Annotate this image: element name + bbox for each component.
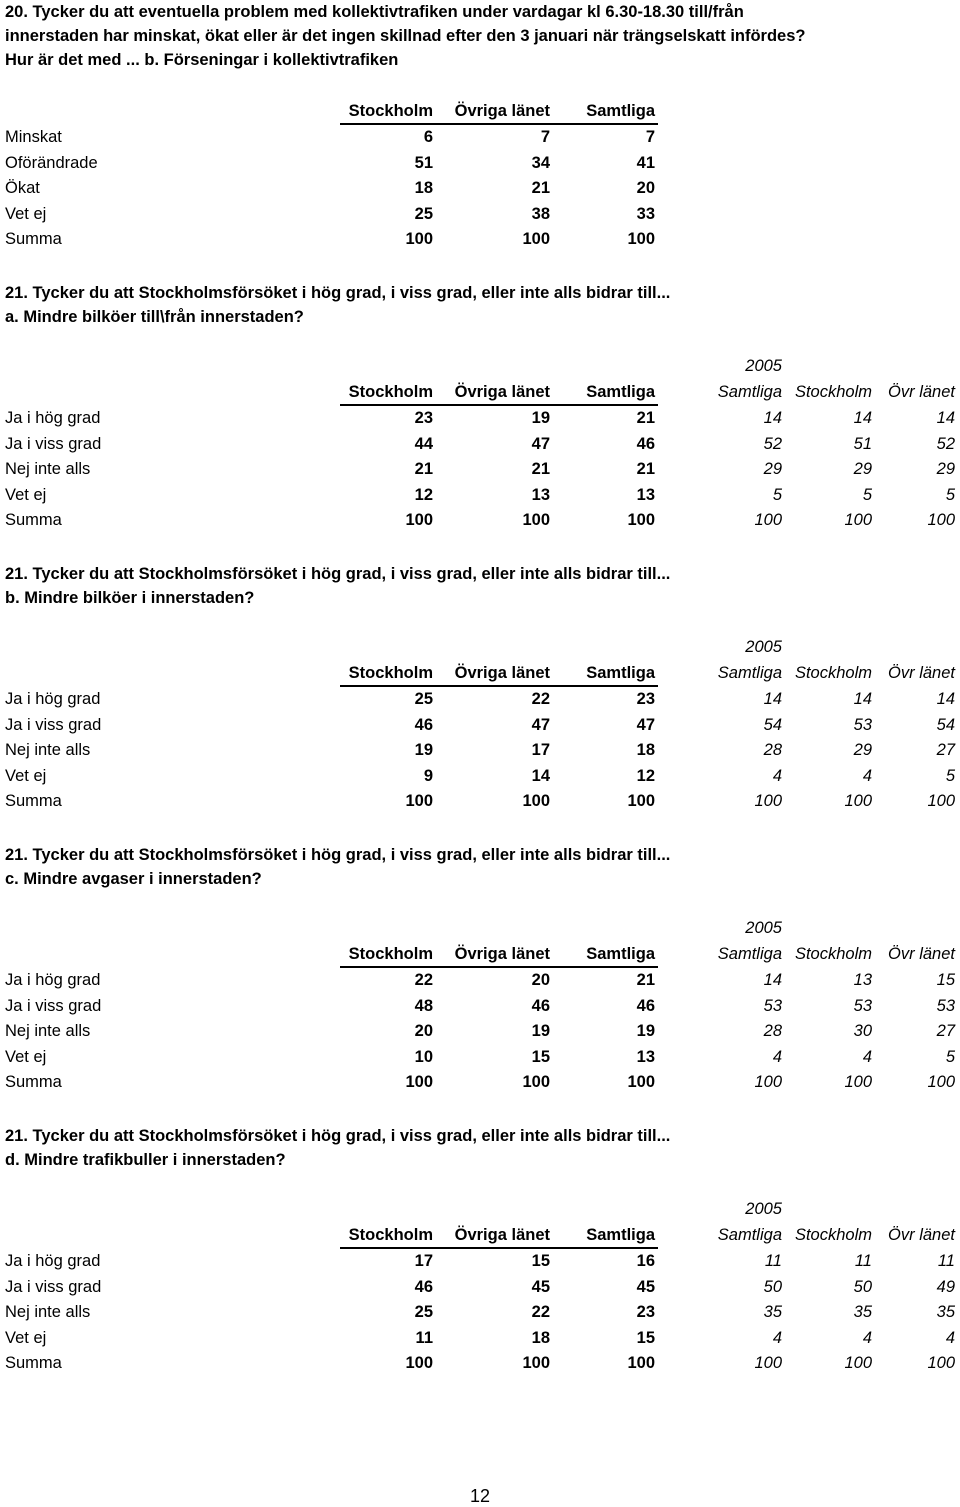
cell-value: 19 [636,1022,655,1041]
cell-value: 20 [414,1022,433,1041]
cell-value: 51 [853,434,872,453]
row-label: Ja i viss grad [5,434,102,453]
cell-value: 50 [853,1277,872,1296]
column-header: Samtliga [717,945,782,963]
cell-value: 100 [754,1354,782,1373]
cell-value: 100 [627,511,655,530]
cell-value: 4 [945,1328,955,1347]
cell-value: 46 [414,715,433,734]
cell-value: 20 [636,179,655,198]
row-label: Summa [5,792,62,811]
cell-value: 100 [627,792,655,811]
cell-value: 52 [763,434,782,453]
cell-value: 12 [414,485,433,504]
table-row [0,764,960,789]
cell-value: 21 [636,409,655,427]
cell-value: 25 [414,1303,433,1322]
cell-value: 35 [853,1303,872,1322]
cell-value: 29 [936,460,955,479]
table-row [0,483,960,508]
cell-value: 14 [936,690,955,708]
table-row [0,432,960,457]
question-20-line-2: innerstaden har minskat, ökat eller är det ingen skillnad efter den 3 januari när trängselskatt infördes? [5,27,806,45]
cell-value: 18 [414,179,433,198]
table-row [0,1300,960,1325]
cell-value: 41 [636,153,655,172]
cell-value: 5 [945,485,955,504]
cell-value: 21 [531,179,550,198]
cell-value: 54 [763,715,782,734]
cell-value: 29 [763,460,782,479]
cell-value: 13 [531,485,550,504]
row-label: Minskat [5,128,62,146]
cell-value: 46 [414,1277,433,1296]
table-row [0,1019,960,1044]
cell-value: 4 [772,766,782,785]
cell-value: 100 [405,511,433,530]
cell-value: 14 [763,409,782,427]
cell-value: 46 [636,434,655,453]
cell-value: 4 [772,1328,782,1347]
question-21-line-2: d. Mindre trafikbuller i innerstaden? [5,1151,286,1169]
cell-value: 15 [531,1047,550,1066]
cell-value: 5 [862,485,872,504]
cell-value: 15 [531,1252,550,1270]
cell-value: 12 [636,766,655,785]
cell-value: 100 [522,1354,550,1373]
cell-value: 19 [531,409,550,427]
year-label: 2005 [745,1200,782,1218]
cell-value: 100 [844,792,872,811]
cell-value: 100 [927,511,955,530]
column-header: Stockholm [348,383,433,401]
column-header: Övriga länet [454,1226,550,1244]
cell-value: 25 [414,690,433,708]
cell-value: 27 [936,1022,955,1041]
cell-value: 38 [531,204,550,223]
table-row [0,1070,960,1095]
row-label: Summa [5,511,62,530]
cell-value: 23 [636,1303,655,1322]
cell-value: 9 [423,766,433,785]
table-header [0,380,960,405]
cell-value: 45 [531,1277,550,1296]
cell-value: 23 [414,409,433,427]
cell-value: 13 [853,971,872,989]
cell-value: 14 [531,766,550,785]
cell-value: 22 [414,971,433,989]
row-label: Vet ej [5,485,47,504]
cell-value: 48 [414,996,433,1015]
cell-value: 35 [936,1303,955,1322]
cell-value: 53 [853,996,872,1015]
cell-value: 14 [853,690,872,708]
question-20-line-3: Hur är det med ... b. Förseningar i kollektivtrafiken [5,51,399,69]
column-header: Stockholm [348,102,433,120]
cell-value: 100 [627,1354,655,1373]
column-header: Samtliga [586,1226,655,1244]
cell-value: 21 [636,460,655,479]
cell-value: 51 [414,153,433,172]
column-header: Stockholm [348,945,433,963]
cell-value: 15 [636,1328,655,1347]
cell-value: 25 [414,204,433,223]
cell-value: 17 [414,1252,433,1270]
row-label: Vet ej [5,1328,47,1347]
cell-value: 100 [927,1073,955,1092]
row-label: Vet ej [5,204,47,223]
cell-value: 47 [636,715,655,734]
cell-value: 100 [927,792,955,811]
table-header [0,1223,960,1248]
table-header [0,99,960,124]
cell-value: 45 [636,1277,655,1296]
column-header: Samtliga [586,102,655,120]
page-number: 12 [469,1486,491,1506]
cell-value: 11 [854,1252,872,1270]
cell-value: 21 [636,971,655,989]
cell-value: 20 [531,971,550,989]
cell-value: 46 [531,996,550,1015]
table-row [0,508,960,533]
cell-value: 7 [645,128,655,146]
table-header [0,661,960,686]
cell-value: 11 [415,1328,433,1347]
cell-value: 21 [414,460,433,479]
question-21-line-2: c. Mindre avgaser i innerstaden? [5,870,262,888]
cell-value: 100 [844,1073,872,1092]
cell-value: 100 [754,792,782,811]
row-label: Ja i viss grad [5,715,102,734]
column-header: Stockholm [794,383,872,401]
year-label: 2005 [745,357,782,375]
cell-value: 100 [754,1073,782,1092]
cell-value: 47 [531,434,550,453]
question-20-line-1: 20. Tycker du att eventuella problem med kollektivtrafiken under vardagar kl 6.30-18.30 till/från [5,3,744,21]
cell-value: 100 [627,1073,655,1092]
cell-value: 100 [844,1354,872,1373]
row-label: Ja i viss grad [5,1277,102,1296]
table-row [0,151,960,176]
row-label: Ja i hög grad [5,971,101,989]
table-row [0,738,960,763]
cell-value: 5 [945,1047,955,1066]
row-label: Summa [5,1354,62,1373]
cell-value: 7 [540,128,550,146]
column-header: Stockholm [348,664,433,682]
row-label: Ja i hög grad [5,409,101,427]
cell-value: 52 [936,434,955,453]
table-row [0,457,960,482]
cell-value: 11 [764,1252,782,1270]
year-label: 2005 [745,638,782,656]
column-header: Stockholm [794,1226,872,1244]
cell-value: 15 [936,971,955,989]
column-header: Samtliga [717,664,782,682]
cell-value: 16 [636,1252,655,1270]
cell-value: 53 [936,996,955,1015]
cell-value: 100 [927,1354,955,1373]
cell-value: 5 [945,766,955,785]
column-header: Stockholm [348,1226,433,1244]
cell-value: 46 [636,996,655,1015]
question-21-line-2: b. Mindre bilköer i innerstaden? [5,589,255,607]
table-row [0,1351,960,1376]
cell-value: 23 [636,690,655,708]
cell-value: 100 [522,230,550,249]
cell-value: 100 [522,511,550,530]
row-label: Summa [5,230,62,249]
cell-value: 50 [763,1277,782,1296]
cell-value: 6 [423,128,433,146]
cell-value: 17 [531,741,550,760]
column-header: Övriga länet [454,102,550,120]
column-header: Stockholm [794,945,872,963]
table-row [0,125,960,150]
column-header: Samtliga [717,1226,782,1244]
table-row [0,1045,960,1070]
table-row [0,176,960,201]
row-label: Vet ej [5,766,47,785]
column-header: Stockholm [794,664,872,682]
cell-value: 34 [531,153,550,172]
column-header: Övriga länet [454,945,550,963]
column-header: Övr länet [888,1226,955,1244]
cell-value: 4 [862,766,872,785]
row-label: Summa [5,1073,62,1092]
table-row [0,406,960,431]
cell-value: 14 [763,971,782,989]
row-label: Vet ej [5,1047,47,1066]
row-label: Oförändrade [5,153,98,172]
cell-value: 28 [763,741,782,760]
column-header: Övr länet [888,945,955,963]
cell-value: 100 [754,511,782,530]
cell-value: 18 [636,741,655,760]
column-header: Övriga länet [454,664,550,682]
column-header: Övr länet [888,664,955,682]
column-header: Övriga länet [454,383,550,401]
cell-value: 100 [844,511,872,530]
cell-value: 30 [853,1022,872,1041]
table-header [0,942,960,967]
cell-value: 33 [636,204,655,223]
cell-value: 100 [405,230,433,249]
cell-value: 19 [414,741,433,760]
cell-value: 14 [763,690,782,708]
cell-value: 4 [772,1047,782,1066]
table-row [0,1249,960,1274]
cell-value: 11 [937,1252,955,1270]
cell-value: 18 [531,1328,550,1347]
cell-value: 13 [636,485,655,504]
question-21-line-1: 21. Tycker du att Stockholmsförsöket i hög grad, i viss grad, eller inte alls bidrar till... [5,284,671,302]
table-row [0,202,960,227]
cell-value: 4 [862,1047,872,1066]
cell-value: 22 [531,1303,550,1322]
year-label: 2005 [745,919,782,937]
row-label: Ja i hög grad [5,690,101,708]
column-header: Samtliga [586,664,655,682]
column-header: Övr länet [888,383,955,401]
table-row [0,968,960,993]
table-row [0,1275,960,1300]
row-label: Nej inte alls [5,741,91,760]
cell-value: 4 [862,1328,872,1347]
cell-value: 28 [763,1022,782,1041]
row-label: Nej inte alls [5,1303,91,1322]
cell-value: 5 [772,485,782,504]
cell-value: 13 [636,1047,655,1066]
cell-value: 29 [853,460,872,479]
cell-value: 100 [405,792,433,811]
cell-value: 100 [627,230,655,249]
cell-value: 19 [531,1022,550,1041]
cell-value: 27 [936,741,955,760]
table-row [0,994,960,1019]
question-21-line-1: 21. Tycker du att Stockholmsförsöket i hög grad, i viss grad, eller inte alls bidrar till... [5,1127,671,1145]
question-21-line-2: a. Mindre bilköer till\från innerstaden? [5,308,304,326]
column-header: Samtliga [586,945,655,963]
cell-value: 100 [522,792,550,811]
cell-value: 29 [853,741,872,760]
cell-value: 10 [414,1047,433,1066]
cell-value: 22 [531,690,550,708]
cell-value: 44 [414,434,433,453]
cell-value: 14 [936,409,955,427]
row-label: Ja i hög grad [5,1252,101,1270]
cell-value: 35 [763,1303,782,1322]
table-row [0,789,960,814]
table-row [0,1326,960,1351]
column-header: Samtliga [586,383,655,401]
table-row [0,227,960,252]
cell-value: 100 [405,1073,433,1092]
column-header: Samtliga [717,383,782,401]
cell-value: 47 [531,715,550,734]
row-label: Ja i viss grad [5,996,102,1015]
row-label: Nej inte alls [5,460,91,479]
question-21-line-1: 21. Tycker du att Stockholmsförsöket i hög grad, i viss grad, eller inte alls bidrar till... [5,846,671,864]
cell-value: 53 [763,996,782,1015]
table-row [0,687,960,712]
row-label: Ökat [5,179,40,198]
question-21-line-1: 21. Tycker du att Stockholmsförsöket i hög grad, i viss grad, eller inte alls bidrar till... [5,565,671,583]
cell-value: 100 [522,1073,550,1092]
cell-value: 21 [531,460,550,479]
cell-value: 54 [936,715,955,734]
cell-value: 100 [405,1354,433,1373]
cell-value: 53 [853,715,872,734]
row-label: Nej inte alls [5,1022,91,1041]
cell-value: 14 [853,409,872,427]
table-row [0,713,960,738]
cell-value: 49 [936,1277,955,1296]
